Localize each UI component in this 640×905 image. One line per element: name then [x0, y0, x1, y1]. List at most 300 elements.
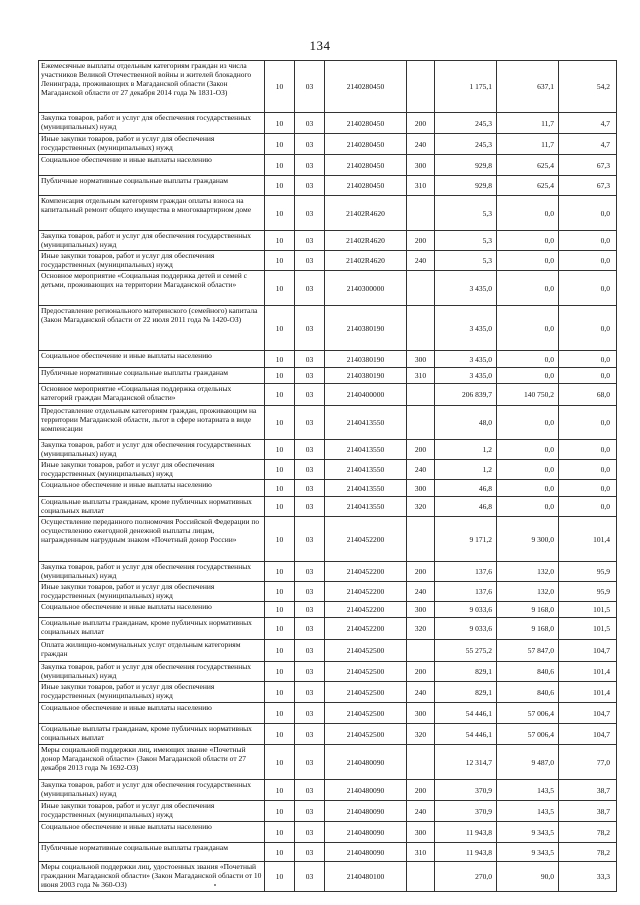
subsection-code-cell: 03	[295, 134, 325, 155]
expense-type-cell: 240	[407, 682, 435, 703]
table-row	[39, 155, 617, 176]
row-name-cell: Публичные нормативные социальные выплаты гражданам	[39, 368, 265, 384]
table-row	[39, 497, 617, 517]
table-row	[39, 724, 617, 745]
section-code-cell: 10	[265, 406, 295, 440]
expense-type-cell	[407, 196, 435, 231]
subsection-code-cell: 03	[295, 640, 325, 662]
target-article-cell: 2140452200	[325, 562, 407, 582]
expense-type-cell: 240	[407, 134, 435, 155]
target-article-cell: 2140380190	[325, 306, 407, 351]
executed-amount-cell: 840,6	[497, 682, 559, 703]
section-code-cell: 10	[265, 822, 295, 843]
table-row	[39, 480, 617, 497]
row-name-cell: Закупка товаров, работ и услуг для обеспечения государственных (муниципальных) нужд	[39, 231, 265, 251]
subsection-code-cell: 03	[295, 368, 325, 384]
planned-amount-cell: 3 435,0	[435, 271, 497, 306]
row-name-cell: Меры социальной поддержки лиц, удостоенных звания «Почетный гражданин Магаданской области» (Закон Магаданской области от 10 июня 2003 года № 360-ОЗ)	[39, 862, 265, 892]
planned-amount-cell: 48,0	[435, 406, 497, 440]
section-code-cell: 10	[265, 724, 295, 745]
planned-amount-cell: 12 314,7	[435, 745, 497, 780]
table-row	[39, 562, 617, 582]
table-row	[39, 801, 617, 822]
section-code-cell: 10	[265, 61, 295, 113]
subsection-code-cell: 03	[295, 176, 325, 196]
target-article-cell: 2140480090	[325, 801, 407, 822]
row-name-cell: Предоставление регионального материнского (семейного) капитала (Закон Магаданской области от 22 июля 2011 года № 1420-ОЗ)	[39, 306, 265, 351]
table-row	[39, 251, 617, 271]
target-article-cell: 2140280450	[325, 113, 407, 134]
section-code-cell: 10	[265, 306, 295, 351]
execution-percent-cell: 95,9	[559, 562, 617, 582]
execution-percent-cell: 78,2	[559, 822, 617, 843]
subsection-code-cell: 03	[295, 582, 325, 602]
section-code-cell: 10	[265, 745, 295, 780]
subsection-code-cell: 03	[295, 843, 325, 862]
executed-amount-cell: 9 168,0	[497, 618, 559, 640]
executed-amount-cell: 11,7	[497, 134, 559, 155]
row-name-cell: Социальное обеспечение и иные выплаты населению	[39, 822, 265, 843]
subsection-code-cell: 03	[295, 351, 325, 368]
target-article-cell: 2140480090	[325, 780, 407, 801]
expense-type-cell: 300	[407, 155, 435, 176]
section-code-cell: 10	[265, 843, 295, 862]
row-name-cell: Основное мероприятие «Социальная поддержка отдельных категорий граждан Магаданской области»	[39, 384, 265, 406]
target-article-cell: 2140300000	[325, 271, 407, 306]
executed-amount-cell: 0,0	[497, 368, 559, 384]
target-article-cell: 2140480100	[325, 862, 407, 892]
execution-percent-cell: 0,0	[559, 406, 617, 440]
executed-amount-cell: 0,0	[497, 440, 559, 460]
execution-percent-cell: 54,2	[559, 61, 617, 113]
expense-type-cell	[407, 406, 435, 440]
row-name-cell: Оплата жилищно-коммунальных услуг отдельным категориям граждан	[39, 640, 265, 662]
table-row	[39, 822, 617, 843]
table-row	[39, 745, 617, 780]
subsection-code-cell: 03	[295, 682, 325, 703]
subsection-code-cell: 03	[295, 61, 325, 113]
row-name-cell: Социальное обеспечение и иные выплаты населению	[39, 155, 265, 176]
row-name-cell: Социальные выплаты гражданам, кроме публичных нормативных социальных выплат	[39, 724, 265, 745]
executed-amount-cell: 0,0	[497, 196, 559, 231]
table-row	[39, 517, 617, 562]
executed-amount-cell: 637,1	[497, 61, 559, 113]
executed-amount-cell: 0,0	[497, 480, 559, 497]
planned-amount-cell: 1,2	[435, 460, 497, 480]
subsection-code-cell: 03	[295, 562, 325, 582]
execution-percent-cell: 78,2	[559, 843, 617, 862]
row-name-cell: Компенсация отдельным категориям граждан оплаты взноса на капитальный ремонт общего имущества в многоквартирном доме	[39, 196, 265, 231]
table-row	[39, 662, 617, 682]
execution-percent-cell: 4,7	[559, 134, 617, 155]
table-row	[39, 384, 617, 406]
executed-amount-cell: 0,0	[497, 406, 559, 440]
executed-amount-cell: 57 847,0	[497, 640, 559, 662]
executed-amount-cell: 0,0	[497, 231, 559, 251]
expense-type-cell	[407, 517, 435, 562]
planned-amount-cell: 9 033,6	[435, 602, 497, 618]
target-article-cell: 2140280450	[325, 61, 407, 113]
executed-amount-cell: 840,6	[497, 662, 559, 682]
row-name-cell: Иные закупки товаров, работ и услуг для обеспечения государственных (муниципальных) нужд	[39, 582, 265, 602]
subsection-code-cell: 03	[295, 862, 325, 892]
planned-amount-cell: 829,1	[435, 682, 497, 703]
planned-amount-cell: 1 175,1	[435, 61, 497, 113]
planned-amount-cell: 206 839,7	[435, 384, 497, 406]
planned-amount-cell: 137,6	[435, 562, 497, 582]
expense-type-cell: 320	[407, 724, 435, 745]
table-row	[39, 134, 617, 155]
executed-amount-cell: 132,0	[497, 582, 559, 602]
expense-type-cell: 300	[407, 602, 435, 618]
row-name-cell: Социальные выплаты гражданам, кроме публичных нормативных социальных выплат	[39, 618, 265, 640]
table-row	[39, 843, 617, 862]
table-row	[39, 862, 617, 892]
row-name-cell: Закупка товаров, работ и услуг для обеспечения государственных (муниципальных) нужд	[39, 562, 265, 582]
subsection-code-cell: 03	[295, 801, 325, 822]
expense-type-cell: 200	[407, 662, 435, 682]
expense-type-cell: 200	[407, 780, 435, 801]
execution-percent-cell: 0,0	[559, 271, 617, 306]
planned-amount-cell: 137,6	[435, 582, 497, 602]
section-code-cell: 10	[265, 682, 295, 703]
target-article-cell: 2140280450	[325, 176, 407, 196]
subsection-code-cell: 03	[295, 306, 325, 351]
section-code-cell: 10	[265, 155, 295, 176]
target-article-cell: 2140280450	[325, 155, 407, 176]
expense-type-cell	[407, 384, 435, 406]
section-code-cell: 10	[265, 562, 295, 582]
planned-amount-cell: 929,8	[435, 176, 497, 196]
target-article-cell: 2140452200	[325, 582, 407, 602]
expense-type-cell: 310	[407, 176, 435, 196]
executed-amount-cell: 11,7	[497, 113, 559, 134]
expense-type-cell: 240	[407, 582, 435, 602]
execution-percent-cell: 0,0	[559, 460, 617, 480]
section-code-cell: 10	[265, 703, 295, 724]
table-row	[39, 440, 617, 460]
section-code-cell: 10	[265, 517, 295, 562]
section-code-cell: 10	[265, 231, 295, 251]
table-row	[39, 460, 617, 480]
subsection-code-cell: 03	[295, 780, 325, 801]
row-name-cell: Социальное обеспечение и иные выплаты населению	[39, 703, 265, 724]
table-row	[39, 196, 617, 231]
expense-type-cell	[407, 862, 435, 892]
target-article-cell: 2140480090	[325, 822, 407, 843]
target-article-cell: 21402R4620	[325, 196, 407, 231]
planned-amount-cell: 3 435,0	[435, 351, 497, 368]
expense-type-cell	[407, 640, 435, 662]
execution-percent-cell: 77,0	[559, 745, 617, 780]
row-name-cell: Иные закупки товаров, работ и услуг для обеспечения государственных (муниципальных) нужд	[39, 460, 265, 480]
table-row	[39, 780, 617, 801]
executed-amount-cell: 0,0	[497, 497, 559, 517]
planned-amount-cell: 245,3	[435, 134, 497, 155]
subsection-code-cell: 03	[295, 480, 325, 497]
target-article-cell: 2140413550	[325, 460, 407, 480]
target-article-cell: 2140280450	[325, 134, 407, 155]
execution-percent-cell: 67,3	[559, 176, 617, 196]
row-name-cell: Предоставление отдельным категориям граждан, проживающим на территории Магаданской области, льгот в сфере нотариата в виде компенсации	[39, 406, 265, 440]
section-code-cell: 10	[265, 251, 295, 271]
execution-percent-cell: 104,7	[559, 703, 617, 724]
subsection-code-cell: 03	[295, 196, 325, 231]
expense-type-cell	[407, 306, 435, 351]
section-code-cell: 10	[265, 368, 295, 384]
row-name-cell: Иные закупки товаров, работ и услуг для обеспечения государственных (муниципальных) нужд	[39, 682, 265, 703]
expense-type-cell	[407, 271, 435, 306]
subsection-code-cell: 03	[295, 440, 325, 460]
execution-percent-cell: 104,7	[559, 640, 617, 662]
executed-amount-cell: 9 168,0	[497, 602, 559, 618]
subsection-code-cell: 03	[295, 497, 325, 517]
expense-type-cell: 300	[407, 351, 435, 368]
planned-amount-cell: 9 033,6	[435, 618, 497, 640]
row-name-cell: Закупка товаров, работ и услуг для обеспечения государственных (муниципальных) нужд	[39, 113, 265, 134]
executed-amount-cell: 9 300,0	[497, 517, 559, 562]
execution-percent-cell: 95,9	[559, 582, 617, 602]
execution-percent-cell: 0,0	[559, 251, 617, 271]
subsection-code-cell: 03	[295, 745, 325, 780]
expense-type-cell: 300	[407, 703, 435, 724]
executed-amount-cell: 9 343,5	[497, 822, 559, 843]
execution-percent-cell: 0,0	[559, 306, 617, 351]
execution-percent-cell: 101,4	[559, 517, 617, 562]
section-code-cell: 10	[265, 271, 295, 306]
section-code-cell: 10	[265, 640, 295, 662]
section-code-cell: 10	[265, 662, 295, 682]
execution-percent-cell: 33,3	[559, 862, 617, 892]
row-name-cell: Социальные выплаты гражданам, кроме публичных нормативных социальных выплат	[39, 497, 265, 517]
planned-amount-cell: 11 943,8	[435, 843, 497, 862]
subsection-code-cell: 03	[295, 251, 325, 271]
subsection-code-cell: 03	[295, 662, 325, 682]
row-name-cell: Социальное обеспечение и иные выплаты населению	[39, 351, 265, 368]
table-row	[39, 582, 617, 602]
executed-amount-cell: 9 487,0	[497, 745, 559, 780]
row-name-cell: Публичные нормативные социальные выплаты гражданам	[39, 176, 265, 196]
executed-amount-cell: 132,0	[497, 562, 559, 582]
row-name-cell: Иные закупки товаров, работ и услуг для обеспечения государственных (муниципальных) нужд	[39, 251, 265, 271]
table-row	[39, 306, 617, 351]
subsection-code-cell: 03	[295, 517, 325, 562]
execution-percent-cell: 101,4	[559, 662, 617, 682]
execution-percent-cell: 4,7	[559, 113, 617, 134]
target-article-cell: 2140400000	[325, 384, 407, 406]
planned-amount-cell: 46,8	[435, 497, 497, 517]
planned-amount-cell: 5,3	[435, 251, 497, 271]
execution-percent-cell: 68,0	[559, 384, 617, 406]
subsection-code-cell: 03	[295, 231, 325, 251]
target-article-cell: 2140452200	[325, 618, 407, 640]
section-code-cell: 10	[265, 384, 295, 406]
table-row	[39, 640, 617, 662]
executed-amount-cell: 57 006,4	[497, 703, 559, 724]
execution-percent-cell: 0,0	[559, 351, 617, 368]
subsection-code-cell: 03	[295, 703, 325, 724]
expense-type-cell: 200	[407, 562, 435, 582]
subsection-code-cell: 03	[295, 406, 325, 440]
planned-amount-cell: 46,8	[435, 480, 497, 497]
executed-amount-cell: 143,5	[497, 801, 559, 822]
table-row	[39, 618, 617, 640]
section-code-cell: 10	[265, 460, 295, 480]
target-article-cell: 2140452500	[325, 724, 407, 745]
execution-percent-cell: 0,0	[559, 368, 617, 384]
section-code-cell: 10	[265, 801, 295, 822]
section-code-cell: 10	[265, 582, 295, 602]
planned-amount-cell: 9 171,2	[435, 517, 497, 562]
planned-amount-cell: 3 435,0	[435, 368, 497, 384]
planned-amount-cell: 5,3	[435, 196, 497, 231]
executed-amount-cell: 0,0	[497, 306, 559, 351]
expense-type-cell: 200	[407, 231, 435, 251]
execution-percent-cell: 38,7	[559, 801, 617, 822]
target-article-cell: 21402R4620	[325, 251, 407, 271]
row-name-cell: Закупка товаров, работ и услуг для обеспечения государственных (муниципальных) нужд	[39, 440, 265, 460]
planned-amount-cell: 370,9	[435, 780, 497, 801]
expense-type-cell: 240	[407, 251, 435, 271]
row-name-cell: Основное мероприятие «Социальная поддержка детей и семей с детьми, проживающих на территории Магаданской области»	[39, 271, 265, 306]
expense-type-cell: 300	[407, 822, 435, 843]
target-article-cell: 2140413550	[325, 440, 407, 460]
table-row	[39, 368, 617, 384]
planned-amount-cell: 11 943,8	[435, 822, 497, 843]
subsection-code-cell: 03	[295, 460, 325, 480]
execution-percent-cell: 0,0	[559, 480, 617, 497]
planned-amount-cell: 54 446,1	[435, 724, 497, 745]
row-name-cell: Закупка товаров, работ и услуг для обеспечения государственных (муниципальных) нужд	[39, 662, 265, 682]
subsection-code-cell: 03	[295, 155, 325, 176]
target-article-cell: 2140480090	[325, 843, 407, 862]
table-row	[39, 113, 617, 134]
execution-percent-cell: 0,0	[559, 497, 617, 517]
section-code-cell: 10	[265, 440, 295, 460]
executed-amount-cell: 0,0	[497, 460, 559, 480]
subsection-code-cell: 03	[295, 271, 325, 306]
target-article-cell: 2140380190	[325, 351, 407, 368]
section-code-cell: 10	[265, 113, 295, 134]
executed-amount-cell: 140 750,2	[497, 384, 559, 406]
table-row	[39, 602, 617, 618]
target-article-cell: 2140452500	[325, 703, 407, 724]
row-name-cell: Ежемесячные выплаты отдельным категориям граждан из числа участников Великой Отечественной войны и жителей блокадного Ленинграда, проживающих в Магаданской области (Закон Магаданской области от 27 декабря 2014 года № 1831-ОЗ)	[39, 61, 265, 113]
planned-amount-cell: 1,2	[435, 440, 497, 460]
row-name-cell: Социальное обеспечение и иные выплаты населению	[39, 480, 265, 497]
row-name-cell: Осуществление переданного полномочия Российской Федерации по осуществлению ежегодной денежной выплаты лицам, награжденным нагрудным знаком «Почетный донор России»	[39, 517, 265, 562]
execution-percent-cell: 104,7	[559, 724, 617, 745]
execution-percent-cell: 101,5	[559, 618, 617, 640]
section-code-cell: 10	[265, 196, 295, 231]
section-code-cell: 10	[265, 618, 295, 640]
subsection-code-cell: 03	[295, 724, 325, 745]
expense-type-cell: 310	[407, 368, 435, 384]
section-code-cell: 10	[265, 602, 295, 618]
executed-amount-cell: 0,0	[497, 271, 559, 306]
expense-type-cell: 200	[407, 440, 435, 460]
section-code-cell: 10	[265, 862, 295, 892]
table-row	[39, 703, 617, 724]
row-name-cell: Публичные нормативные социальные выплаты гражданам	[39, 843, 265, 862]
subsection-code-cell: 03	[295, 602, 325, 618]
planned-amount-cell: 245,3	[435, 113, 497, 134]
table-row	[39, 682, 617, 703]
section-code-cell: 10	[265, 134, 295, 155]
expense-type-cell: 310	[407, 843, 435, 862]
expense-type-cell	[407, 61, 435, 113]
expense-type-cell: 320	[407, 497, 435, 517]
row-name-cell: Иные закупки товаров, работ и услуг для обеспечения государственных (муниципальных) нужд	[39, 801, 265, 822]
target-article-cell: 2140452200	[325, 517, 407, 562]
execution-percent-cell: 0,0	[559, 196, 617, 231]
executed-amount-cell: 0,0	[497, 351, 559, 368]
execution-percent-cell: 38,7	[559, 780, 617, 801]
planned-amount-cell: 5,3	[435, 231, 497, 251]
execution-percent-cell: 101,5	[559, 602, 617, 618]
section-code-cell: 10	[265, 176, 295, 196]
expense-type-cell: 200	[407, 113, 435, 134]
target-article-cell: 2140452500	[325, 640, 407, 662]
execution-percent-cell: 67,3	[559, 155, 617, 176]
expense-type-cell	[407, 745, 435, 780]
scan-speck	[214, 884, 216, 886]
target-article-cell: 21402R4620	[325, 231, 407, 251]
executed-amount-cell: 90,0	[497, 862, 559, 892]
row-name-cell: Социальное обеспечение и иные выплаты населению	[39, 602, 265, 618]
subsection-code-cell: 03	[295, 113, 325, 134]
execution-percent-cell: 0,0	[559, 440, 617, 460]
section-code-cell: 10	[265, 480, 295, 497]
executed-amount-cell: 625,4	[497, 155, 559, 176]
section-code-cell: 10	[265, 780, 295, 801]
section-code-cell: 10	[265, 351, 295, 368]
row-name-cell: Закупка товаров, работ и услуг для обеспечения государственных (муниципальных) нужд	[39, 780, 265, 801]
planned-amount-cell: 55 275,2	[435, 640, 497, 662]
executed-amount-cell: 9 343,5	[497, 843, 559, 862]
expense-type-cell: 240	[407, 801, 435, 822]
planned-amount-cell: 54 446,1	[435, 703, 497, 724]
subsection-code-cell: 03	[295, 822, 325, 843]
planned-amount-cell: 3 435,0	[435, 306, 497, 351]
target-article-cell: 2140380190	[325, 368, 407, 384]
planned-amount-cell: 270,0	[435, 862, 497, 892]
planned-amount-cell: 929,8	[435, 155, 497, 176]
target-article-cell: 2140452500	[325, 682, 407, 703]
section-code-cell: 10	[265, 497, 295, 517]
executed-amount-cell: 57 006,4	[497, 724, 559, 745]
planned-amount-cell: 370,9	[435, 801, 497, 822]
executed-amount-cell: 0,0	[497, 251, 559, 271]
table-row	[39, 61, 617, 113]
budget-table	[38, 60, 617, 892]
table-row	[39, 176, 617, 196]
row-name-cell: Иные закупки товаров, работ и услуг для обеспечения государственных (муниципальных) нужд	[39, 134, 265, 155]
execution-percent-cell: 101,4	[559, 682, 617, 703]
target-article-cell: 2140413550	[325, 406, 407, 440]
table-row	[39, 231, 617, 251]
target-article-cell: 2140452200	[325, 602, 407, 618]
subsection-code-cell: 03	[295, 384, 325, 406]
executed-amount-cell: 143,5	[497, 780, 559, 801]
executed-amount-cell: 625,4	[497, 176, 559, 196]
target-article-cell: 2140480090	[325, 745, 407, 780]
table-row	[39, 271, 617, 306]
subsection-code-cell: 03	[295, 618, 325, 640]
target-article-cell: 2140413550	[325, 480, 407, 497]
expense-type-cell: 300	[407, 480, 435, 497]
row-name-cell: Меры социальной поддержки лиц, имеющих звание «Почетный донор Магаданской области» (Закон Магаданской области от 27 декабря 2013 года № 1692-ОЗ)	[39, 745, 265, 780]
